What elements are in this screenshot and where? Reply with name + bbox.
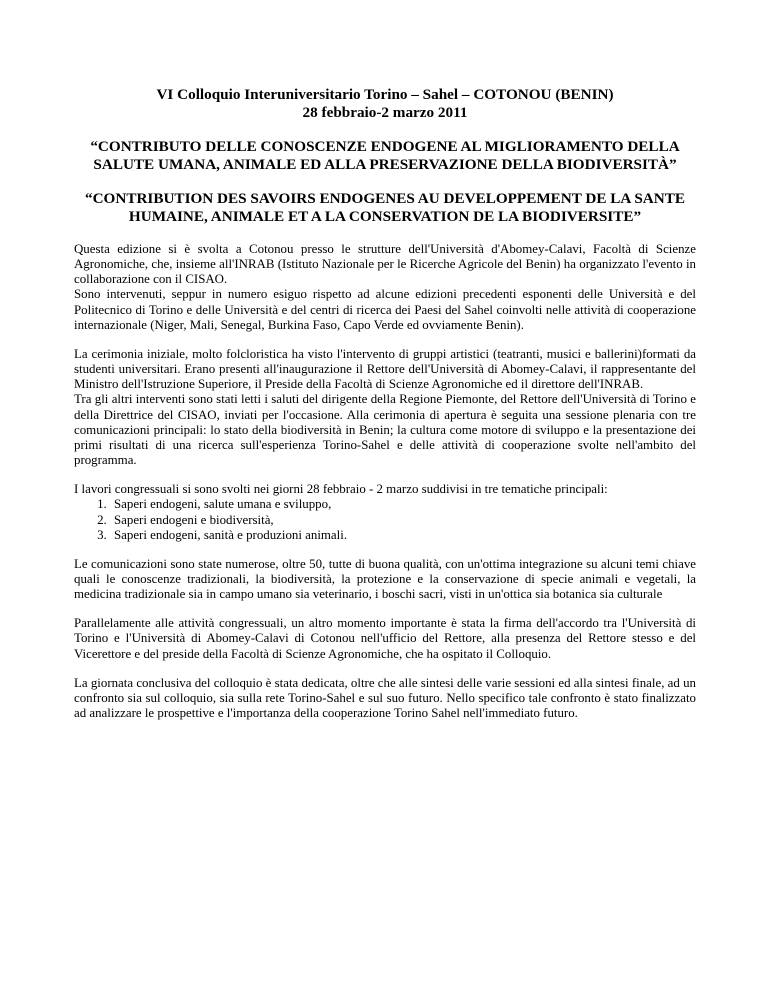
title-line-2: 28 febbraio-2 marzo 2011 [302, 103, 468, 121]
list-item: 1. Saperi endogeni, salute umana e sviluppo, [110, 497, 696, 512]
paragraph-text: Questa edizione si è svolta a Cotonou presso le strutture dell'Università d'Abomey-Calavi, Facoltà di Scienze Agronomiche, che, insieme all'INRAB (Istituto Nazionale per le Ricerche Agricole del Benin) ha organizzato l'evento in collaborazione con il CISAO. [74, 242, 696, 287]
paragraph-communications [74, 557, 696, 602]
paragraph-text: Parallelamente alle attività congressuali, un altro momento importante è stata la firma dell'accordo tra l'Università di Torino e l'Università di Abomey-Calavi di Cotonou nell'ufficio del Rettore, alla presenza del Rettore stesso e del Vicerettore e del preside della Facoltà di Scienze Agronomiche, che ha ospitato il Colloquio. [74, 616, 696, 661]
document-page [74, 86, 696, 721]
heading-french: “CONTRIBUTION DES SAVOIRS ENDOGENES AU DEVELOPPEMENT DE LA SANTE HUMAINE, ANIMALE ET A LA CONSERVATION DE LA BIODIVERSITE” [84, 190, 686, 225]
paragraph-text: Sono intervenuti, seppur in numero esiguo rispetto ad alcune edizioni precedenti esponenti delle Università e del Politecnico di Torino e delle Università e del centri di ricerca dei Paesi del Sahel coinvolti nelle attività di cooperazione internazionale (Niger, Mali, Senegal, Burkina Faso, Capo Verde ed ovviamente Benin). [74, 287, 696, 332]
paragraph-agreement [74, 616, 696, 661]
paragraph-ceremony [74, 347, 696, 468]
paragraph-text: La cerimonia iniziale, molto folcloristica ha visto l'intervento di gruppi artistici (teatranti, musici e ballerini)formati da studenti universitari. Erano presenti all'inaugurazione il Rettore dell'Università di Abomey-Calavi, il rappresentante del Ministro dell'Istruzione Superiore, il Preside della Facoltà di Scienze Agronomiche ed il direttore dell'INRAB. [74, 346, 696, 392]
paragraph-text: Le comunicazioni sono state numerose, oltre 50, tutte di buona qualità, con un'ottima integrazione su alcuni temi chiave quali le conoscenze tradizionali, la biodiversità, la protezione e la conservazione di specie animali e vegetali, la medicina tradizionale sia in campo umano sia veterinario, i boschi sacri, visti in un'ottica sia botanica sia culturale [74, 556, 696, 602]
list-item: 3. Saperi endogeni, sanità e produzioni animali. [110, 528, 696, 543]
paragraph-text: La giornata conclusiva del colloquio è stata dedicata, oltre che alle sintesi delle varie sessioni ed alla sintesi finale, ad un confronto sia sul colloquio, sia sulla rete Torino-Sahel e sul suo futuro. Nello specifico tale confronto è stato finalizzato ad analizzare le prospettive e l'importanza della cooperazione Torino Sahel nell'immediato futuro. [74, 675, 696, 721]
paragraph-sessions [74, 482, 696, 543]
heading-italian: “CONTRIBUTO DELLE CONOSCENZE ENDOGENE AL MIGLIORAMENTO DELLA SALUTE UMANA, ANIMALE ED ALLA PRESERVAZIONE DELLA BIODIVERSITÀ” [90, 138, 680, 173]
list-item: 2. Saperi endogeni e biodiversità, [110, 513, 696, 528]
title-line-1: VI Colloquio Interuniversitario Torino – Sahel – COTONOU (BENIN) [156, 86, 614, 103]
paragraph-conclusion [74, 676, 696, 721]
document-title [74, 86, 696, 121]
topics-list [74, 497, 696, 542]
paragraph-text: Tra gli altri interventi sono stati letti i saluti del dirigente della Regione Piemonte, del Rettore dell'Università di Torino e della Direttrice del CISAO, inviati per l'occasione. Alla cerimonia di apertura è seguita una sessione plenaria con tre comunicazioni principali: lo stato della biodiversità in Benin; la cultura come motore di sviluppo e la presentazione dei primi risultati di una ricerca sull'esperienza Torino-Sahel e delle attività di cooperazione svolte nell'ambito del programma. [74, 392, 696, 468]
paragraph-text: I lavori congressuali si sono svolti nei giorni 28 febbraio - 2 marzo suddivisi in tre tematiche principali: [74, 482, 608, 497]
paragraph-venue [74, 242, 696, 333]
